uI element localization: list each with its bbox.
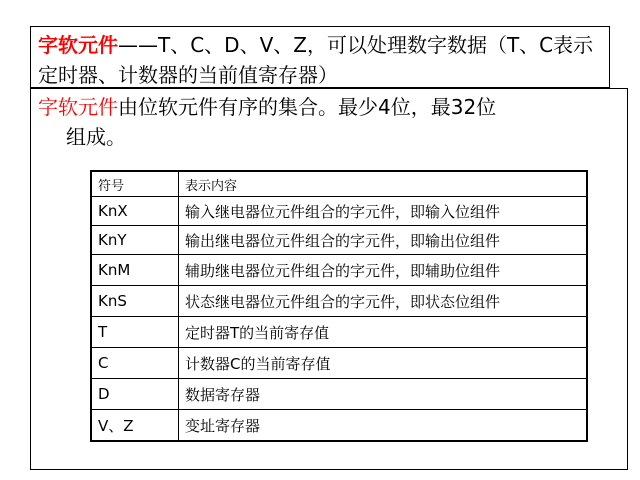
table-row	[91, 286, 587, 317]
row-symbol: V、Z	[91, 410, 179, 442]
row-symbol: KnS	[91, 286, 179, 317]
table-header-row	[91, 171, 587, 197]
table-row	[91, 379, 587, 410]
row-symbol: D	[91, 379, 179, 410]
definition-line1: 由位软元件有序的集合。最少4位，最32位	[118, 95, 497, 119]
table-row	[91, 410, 587, 442]
row-symbol: KnM	[91, 255, 179, 286]
table-row	[91, 255, 587, 286]
row-content: 辅助继电器位元件组合的字元件，即辅助位组件	[179, 255, 588, 286]
intro-highlight-term: 字软元件	[38, 33, 118, 57]
table-row	[91, 317, 587, 348]
header-symbol: 符号	[91, 171, 179, 197]
row-symbol: KnX	[91, 197, 179, 226]
row-content: 定时器T的当前寄存值	[179, 317, 588, 348]
row-content: 状态继电器位元件组合的字元件，即状态位组件	[179, 286, 588, 317]
definition-line2: 组成。	[66, 125, 126, 149]
intro-paragraph	[38, 30, 608, 90]
row-content: 输出继电器位元件组合的字元件，即输出位组件	[179, 226, 588, 255]
row-symbol: T	[91, 317, 179, 348]
intro-description: ——T、C、D、V、Z，可以处理数字数据（T、C表示定时器、计数器的当前值寄存器）	[38, 33, 594, 87]
table-row	[91, 226, 587, 255]
row-content: 数据寄存器	[179, 379, 588, 410]
table-row	[91, 197, 587, 226]
row-content: 计数器C的当前寄存值	[179, 348, 588, 379]
definition-highlight-term: 字软元件	[38, 95, 118, 119]
row-content: 变址寄存器	[179, 410, 588, 442]
word-device-table	[90, 170, 588, 442]
definition-paragraph	[38, 92, 618, 152]
row-symbol: KnY	[91, 226, 179, 255]
header-content: 表示内容	[179, 171, 588, 197]
table-row	[91, 348, 587, 379]
row-content: 输入继电器位元件组合的字元件，即输入位组件	[179, 197, 588, 226]
row-symbol: C	[91, 348, 179, 379]
